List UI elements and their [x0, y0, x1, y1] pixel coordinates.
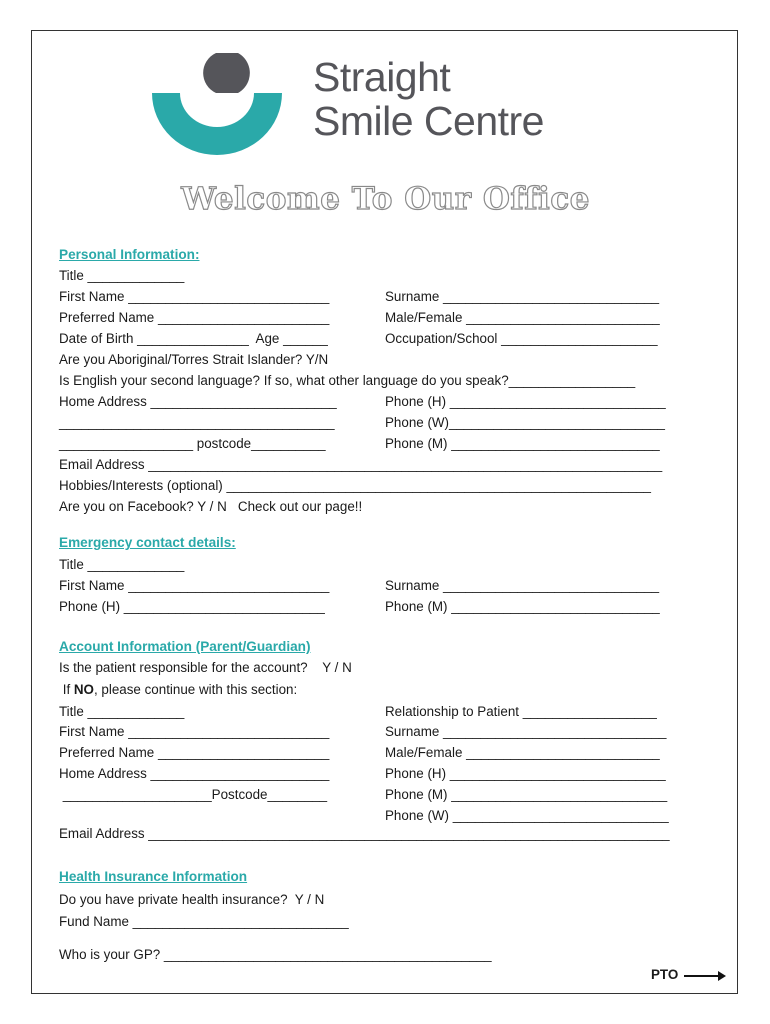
account-phone-m: Phone (M) _____________________________ — [385, 787, 668, 802]
field-hobbies: Hobbies/Interests (optional) _________________________________________________________ — [59, 478, 651, 493]
insurance-heading: Health Insurance Information — [59, 869, 248, 884]
pto-label: PTO — [651, 967, 679, 982]
logo-mark-icon — [152, 53, 282, 163]
account-email: Email Address ______________________________________________________________________ — [59, 826, 670, 841]
account-phone-w: Phone (W) _____________________________ — [385, 808, 669, 823]
field-facebook: Are you on Facebook? Y / N Check out our page!! — [59, 499, 363, 514]
field-occupation: Occupation/School _____________________ — [385, 331, 658, 346]
if-no-prefix: If — [59, 682, 74, 697]
field-aboriginal: Are you Aboriginal/Torres Strait Islander? Y/N — [59, 352, 329, 367]
brand-line-2: Smile Centre — [313, 98, 544, 144]
personal-heading: Personal Information: — [59, 247, 200, 262]
emergency-surname: Surname _____________________________ — [385, 578, 660, 593]
account-first-name: First Name ___________________________ — [59, 724, 330, 739]
account-responsible: Is the patient responsible for the account? Y / N — [59, 660, 352, 675]
account-gender: Male/Female __________________________ — [385, 745, 660, 760]
emergency-phone-m: Phone (M) ____________________________ — [385, 599, 660, 614]
account-phone-h: Phone (H) _____________________________ — [385, 766, 666, 781]
form-page — [31, 30, 738, 994]
account-title: Title _____________ — [59, 704, 185, 719]
insurance-private: Do you have private health insurance? Y / N — [59, 892, 325, 907]
emergency-phone-h: Phone (H) ___________________________ — [59, 599, 325, 614]
field-home-address: Home Address _________________________ — [59, 394, 337, 409]
field-gender: Male/Female __________________________ — [385, 310, 660, 325]
insurance-fund: Fund Name _____________________________ — [59, 914, 349, 929]
field-preferred-name: Preferred Name _______________________ — [59, 310, 330, 325]
account-home-address: Home Address ________________________ — [59, 766, 330, 781]
if-no-bold: NO — [73, 682, 94, 697]
field-phone-w: Phone (W)_____________________________ — [385, 415, 665, 430]
field-address-line-2: _____________________________________ — [59, 415, 335, 430]
account-surname: Surname ______________________________ — [385, 724, 667, 739]
field-postcode: __________________ postcode__________ — [59, 436, 326, 451]
brand-name — [313, 55, 544, 143]
account-if-no — [59, 682, 297, 698]
if-no-suffix: , please continue with this section: — [93, 682, 298, 697]
field-dob-age: Date of Birth _______________ Age ______ — [59, 331, 328, 346]
field-phone-m: Phone (M) ____________________________ — [385, 436, 660, 451]
field-surname: Surname _____________________________ — [385, 289, 660, 304]
account-heading: Account Information (Parent/Guardian) — [59, 639, 311, 654]
emergency-heading: Emergency contact details: — [59, 535, 236, 550]
welcome-heading: Welcome To Our Office — [181, 181, 590, 217]
brand-line-1: Straight — [313, 54, 451, 100]
account-relationship: Relationship to Patient __________________ — [385, 704, 657, 719]
emergency-title: Title _____________ — [59, 557, 185, 572]
field-title: Title _____________ — [59, 268, 185, 283]
account-postcode: ____________________Postcode________ — [59, 787, 328, 802]
field-email: Email Address _____________________________________________________________________ — [59, 457, 663, 472]
emergency-first-name: First Name ___________________________ — [59, 578, 330, 593]
pto-arrowhead-icon — [718, 971, 726, 981]
gp-field: Who is your GP? ____________________________________________ — [59, 947, 492, 962]
account-preferred-name: Preferred Name _______________________ — [59, 745, 330, 760]
field-first-name: First Name ___________________________ — [59, 289, 330, 304]
field-phone-h: Phone (H) _____________________________ — [385, 394, 666, 409]
pto-arrow-icon — [684, 975, 720, 977]
field-language: Is English your second language? If so, what other language do you speak?_________________ — [59, 373, 636, 388]
